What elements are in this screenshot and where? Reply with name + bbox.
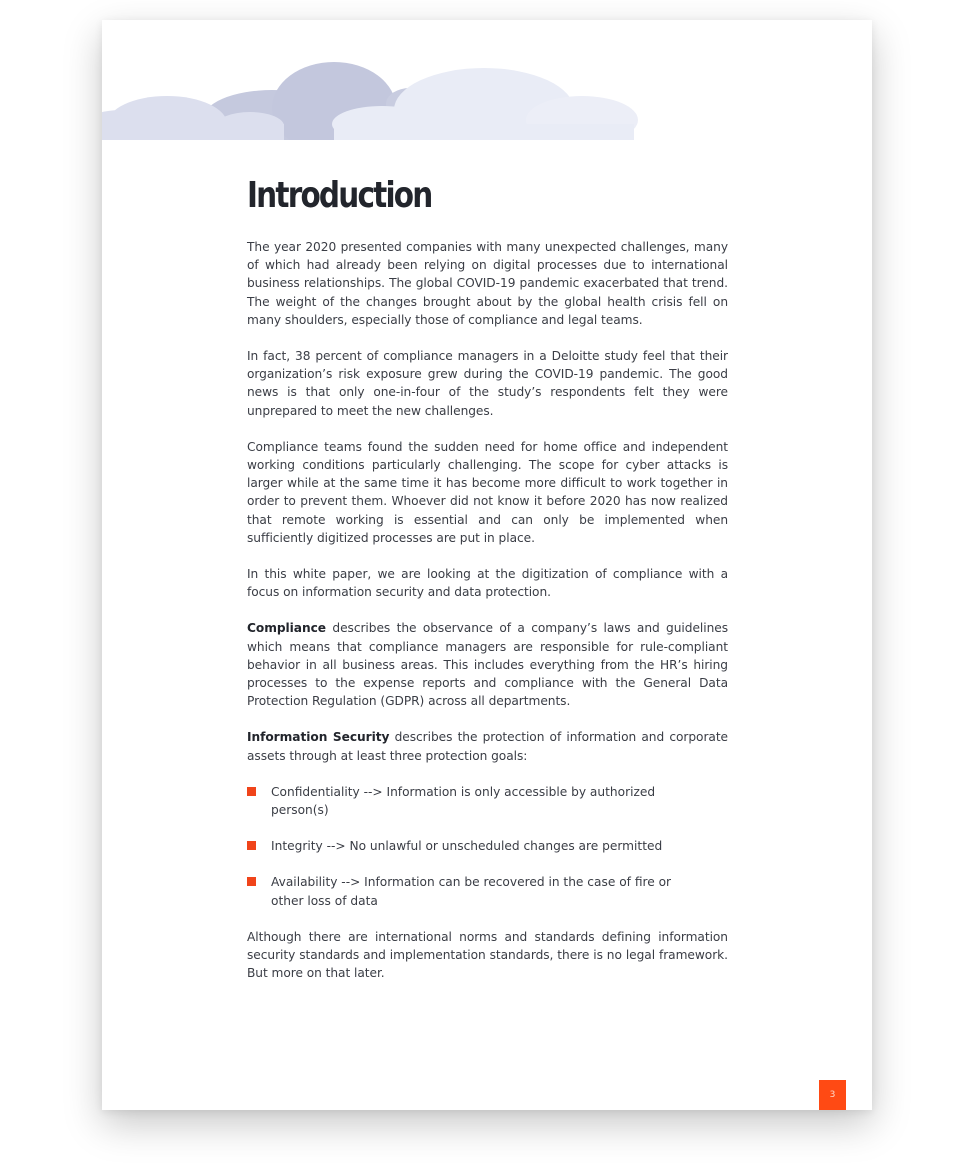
compliance-definition (247, 619, 728, 710)
intro-paragraph-4: In this white paper, we are looking at the digitization of compliance with a focus on information security and data protection. (247, 567, 728, 600)
compliance-text: describes the observance of a company’s laws and guidelines which means that compliance managers are responsible for rule-compliant behavior in all business areas. This includes everything from the HR’s hiring processes to the expense reports and compliance with the General Data Protection Regulation (GDPR) across all departments. (247, 621, 728, 709)
protection-goals-list (247, 783, 728, 910)
closing-paragraph: Although there are international norms and standards defining information security standards and implementation standards, there is no legal framework. But more on that later. (247, 929, 728, 981)
bullet-square-icon (247, 877, 256, 886)
document-page (102, 20, 872, 1110)
bullet-square-icon (247, 841, 256, 850)
list-item-text: Availability --> Information can be recovered in the case of fire or other loss of data (271, 875, 672, 908)
intro-paragraph-1: The year 2020 presented companies with many unexpected challenges, many of which had already been relying on digital processes due to international business relationships. The global COVID-19 pandemic exacerbated that trend. The weight of the changes brought about by the global health crisis fell on many shoulders, especially those of compliance and legal teams. (247, 240, 728, 327)
clouds-illustration (102, 20, 872, 140)
list-item (247, 837, 701, 855)
list-item-text: Integrity --> No unlawful or unscheduled changes are permitted (271, 839, 663, 854)
information-security-definition (247, 728, 728, 764)
list-item (247, 873, 701, 909)
page-content (247, 174, 728, 983)
bullet-square-icon (247, 787, 256, 796)
intro-paragraph-3: Compliance teams found the sudden need for home office and independent working conditions particularly challenging. The scope for cyber attacks is larger while at the same time it has become more difficult to work together in order to prevent them. Whoever did not know it before 2020 has now realized that remote working is essential and can only be implemented when sufficiently digitized processes are put in place. (247, 439, 728, 545)
list-item (247, 783, 701, 819)
compliance-term: Compliance (247, 621, 326, 636)
information-security-term: Information Security (247, 730, 390, 745)
page-number: 3 (819, 1080, 846, 1110)
page-title: Introduction (247, 175, 432, 216)
information-security-text: describes the protection of information and corporate assets through at least three protection goals: (247, 730, 728, 763)
intro-paragraph-2: In fact, 38 percent of compliance managers in a Deloitte study feel that their organization’s risk exposure grew during the COVID-19 pandemic. The good news is that only one-in-four of the study’s respondents felt they were unprepared to meet the new challenges. (247, 349, 728, 418)
list-item-text: Confidentiality --> Information is only accessible by authorized person(s) (271, 784, 656, 818)
